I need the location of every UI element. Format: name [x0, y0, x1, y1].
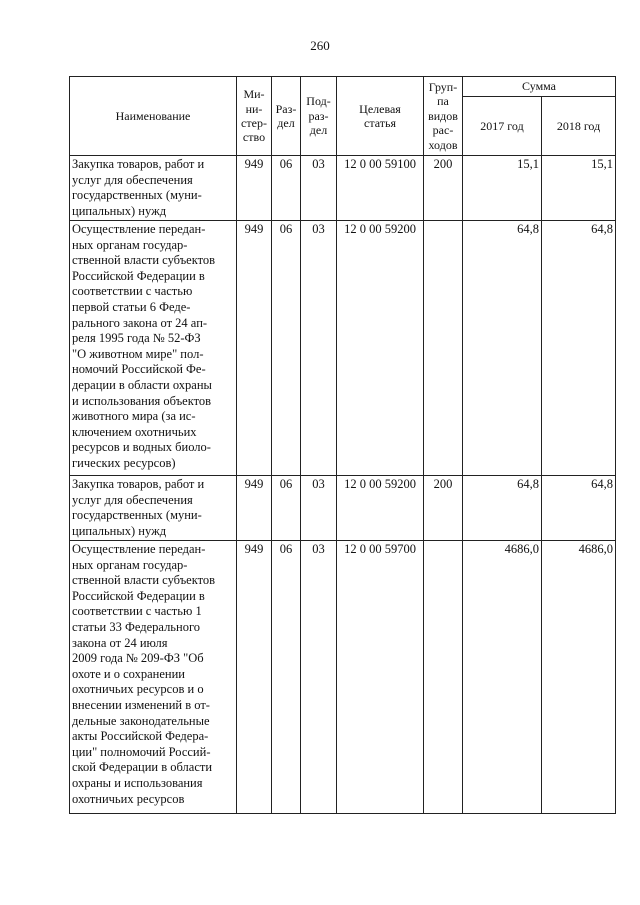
page-number: 260: [310, 38, 330, 53]
row-ministry: 949: [237, 476, 272, 541]
row-sum-2018: 15,1: [542, 156, 616, 221]
budget-table: [69, 76, 616, 814]
row-group: 200: [424, 156, 463, 221]
row-ministry: 949: [237, 156, 272, 221]
row-ministry: 949: [237, 541, 272, 814]
row-section: 06: [272, 476, 301, 541]
table-row: [70, 476, 616, 541]
row-subsection: 03: [301, 156, 337, 221]
row-section: 06: [272, 221, 301, 476]
row-name: Осуществление передан- ных органам государ- ственной власти субъектов Российской Федерации в соответствии с частью 1 статьи 33 Федерального закона от 24 июля 2009 года № 209-ФЗ "Об охоте и о сохранении охотничьих ресурсов и о внесении изменений в от- дельные законодательные акты Российской Федера- ции" полномочий Россий- ской Федерации в области охраны и использования охотничьих ресурсов: [70, 541, 237, 814]
row-name: Закупка товаров, работ и услуг для обеспечения государственных (муни- ципальных) нужд: [70, 476, 237, 541]
row-section: 06: [272, 156, 301, 221]
header-sum: Сумма: [463, 77, 616, 97]
header-subsection: Под- раз- дел: [301, 77, 337, 156]
row-target: 12 0 00 59700: [337, 541, 424, 814]
table-row: [70, 221, 616, 476]
header-year-2018: 2018 год: [542, 97, 616, 156]
row-sum-2017: 64,8: [463, 476, 542, 541]
header-group: Груп- па видов рас- ходов: [424, 77, 463, 156]
row-sum-2018: 64,8: [542, 476, 616, 541]
row-group: [424, 541, 463, 814]
row-sum-2018: 4686,0: [542, 541, 616, 814]
row-group: [424, 221, 463, 476]
row-sum-2017: 15,1: [463, 156, 542, 221]
header-ministry: Ми- ни- стер- ство: [237, 77, 272, 156]
header-name: Наименование: [70, 77, 237, 156]
table-row: [70, 541, 616, 814]
row-group: 200: [424, 476, 463, 541]
table-row: [70, 156, 616, 221]
row-section: 06: [272, 541, 301, 814]
row-target: 12 0 00 59200: [337, 476, 424, 541]
row-sum-2017: 4686,0: [463, 541, 542, 814]
row-name: Закупка товаров, работ и услуг для обеспечения государственных (муни- ципальных) нужд: [70, 156, 237, 221]
header-section: Раз- дел: [272, 77, 301, 156]
row-subsection: 03: [301, 476, 337, 541]
row-sum-2018: 64,8: [542, 221, 616, 476]
row-ministry: 949: [237, 221, 272, 476]
row-target: 12 0 00 59200: [337, 221, 424, 476]
row-target: 12 0 00 59100: [337, 156, 424, 221]
row-subsection: 03: [301, 541, 337, 814]
header-year-2017: 2017 год: [463, 97, 542, 156]
row-subsection: 03: [301, 221, 337, 476]
row-sum-2017: 64,8: [463, 221, 542, 476]
header-target: Целевая статья: [337, 77, 424, 156]
row-name: Осуществление передан- ных органам государ- ственной власти субъектов Российской Федерации в соответствии с частью первой статьи 6 Феде- рального закона от 24 ап- реля 1995 года № 52-ФЗ "О животном мире" пол- номочий Российской Фе- дерации в области охраны и использования объектов животного мира (за ис- ключением охотничьих ресурсов и водных биоло- гических ресурсов): [70, 221, 237, 476]
